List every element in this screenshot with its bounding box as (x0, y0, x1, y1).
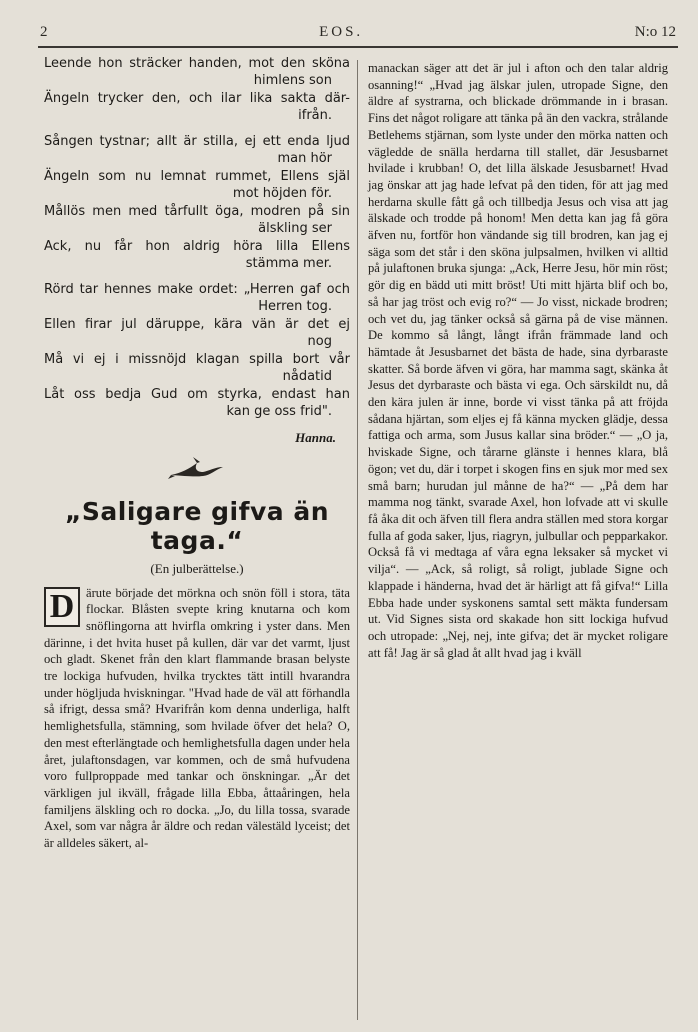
verse-line: Mållös men med tårfullt öga, modren på sin (44, 204, 350, 219)
poem-verse (44, 352, 350, 385)
column-divider (357, 60, 358, 1020)
verse-line: Ack, nu får hon aldrig höra lilla Ellens (44, 239, 350, 254)
verse-line-continuation: nådatid (282, 368, 332, 384)
verse-line: Ängeln trycker den, och ilar lika sakta där- (44, 91, 350, 106)
poem (44, 56, 350, 447)
verse-line: Sången tystnar; allt är stilla, ej ett enda ljud (44, 134, 350, 149)
story-text-right: manackan säger att det är jul i afton och den talar aldrig osanning!“ „Hvad jag älskar julen, utropade Signe, den äldre af systrarna, och blickade drömmande in i brasan. Fins det något roligare att tänka på än den vackra, strålande Betlehems stjärnan, som lyste under den mörka natten och vägledde de snälla herdarna till stallet, där Jesusbarnet hvilade i krubban! O, det lilla älskade Jesusbarnet! Hvad jag önskar att jag hade lefvat på den tiden, för att jag med herdarna skulle fått gå och tillbedja Jesus och visa att jag älskade och trodde på honom! Men detta kan jag få göra äfven nu, fortför hon vändande sig till brodren, kan jag ej säga som det står i den sköna julpsalmen, hvilken vi alltid på julaftonen bruka sjunga: „Ack, Herre Jesu, hör min röst; gör dig en bädd uti mitt bröst! Uti mitt hjärta blif och bo, så har jag tröst och evig ro?“ — Jo visst, nickade brodren; och vet du, jag tänker också så gärna på de vise männen. De kommo så långt, långt ifrån främmade land och hämtade åt Jesusbarnet det bästa de hade, sina dyrbaraste skatter. Så borde äfven vi göra, har mamma sagt, skänka åt Jesus det dyrbaraste och bästa vi ega. Och särskildt nu, då den kära julen är inne, borde vi visst tänka på att fröjda sådana hjärtan, som eljes ej få känna mycken glädje, dessa fattiga och arma, som Jusus kallar sina bröder.“ — „O ja, hviskade Signe, och tårarne glänste i hennes klara, blå ögon; vet du, där i torpet i skogen fins en sjuk mor med sex små barn; hurudan jul månne de ha?“ — „På dem har mamma nog tänkt, svarade Axel, hon lofvade att vi skulle få åka dit och äfven till flera andra ställen med stora korgar fulla af goda saker, ljus, riagryn, julbullar och pepparkakor. Också få vi medtaga af våra egna leksaker så mycket vi vilja“. — „Ack, så roligt, så roligt, jublade Signe och klappade i händerna, hvad det är härligt att få gifva!“ Lilla Ebba hade under syskonens samtal sett mäkta fundersam ut. Vid Signes sista ord skakade hon sitt lockiga hufvud och utropade: „Nej, nej, inte gifva; det är mycket roligare att få! Jag är så glad åt allt hvad jag i kväll (368, 61, 668, 660)
verse-line: Leende hon sträcker handen, mot den sköna (44, 56, 350, 71)
poem-verse (44, 282, 350, 315)
story-title: „Saligare gifva än taga.“ (64, 496, 330, 555)
poem-verse (44, 169, 350, 202)
verse-line: Låt oss bedja Gud om styrka, endast han (44, 387, 350, 402)
poem-verse (44, 56, 350, 89)
poem-stanza (44, 134, 350, 272)
drop-cap: D (44, 587, 80, 627)
poem-stanza (44, 56, 350, 124)
poem-verse (44, 134, 350, 167)
verse-line-continuation: himlens son (253, 72, 332, 88)
verse-line-continuation: Herren tog. (258, 298, 332, 314)
right-column (368, 60, 668, 661)
verse-line: Ängeln som nu lemnat rummet, Ellens själ (44, 169, 350, 184)
verse-line: Rörd tar hennes make ordet: „Herren gaf och (44, 282, 350, 297)
story-subtitle: (En julberättelse.) (150, 560, 244, 576)
verse-line-continuation: stämma mer. (245, 255, 332, 271)
verse-line: Må vi ej i missnöjd klagan spilla bort vår (44, 352, 350, 367)
left-column (44, 56, 350, 852)
verse-line-continuation: kan ge oss frid". (226, 403, 332, 419)
publication-title: EOS. (319, 23, 364, 40)
issue-number: N:o 12 (634, 23, 676, 40)
poem-stanza (44, 282, 350, 420)
verse-line-continuation: nog (307, 333, 332, 349)
poem-verse (44, 91, 350, 124)
verse-line-continuation: man hör (277, 150, 332, 166)
verse-line-continuation: älskling ser (258, 220, 332, 236)
poem-verse (44, 204, 350, 237)
poem-verse (44, 239, 350, 272)
story-text-left (44, 585, 350, 852)
page-number: 2 (40, 23, 48, 40)
poem-verse (44, 317, 350, 350)
swallow-ornament-icon (44, 455, 350, 481)
poem-verse (44, 387, 350, 420)
header-rule (38, 46, 678, 48)
poem-signature: Hanna. (295, 430, 336, 445)
verse-line-continuation: mot höjden för. (232, 185, 332, 201)
verse-line-continuation: ifrån. (298, 107, 332, 123)
page-header (40, 20, 676, 44)
story-paragraph-left: ärute började det mörkna och snön föll i stora, täta flockar. Blåsten svepte kring knutarna och kom snöflingorna att hvirfla omkring i yster dans. Men därinne, i det hvita huset på kullen, där var det varmt, ljust och gladt. Skenet från den klart flammande brasan belyste tre lockiga hufvuden, hvilka trycktes tätt intill hvarandra under högljuda hviskningar. "Hvad hade de väl att förhandla så ifrigt, dessa små? Hvarifrån kom denna underliga, halft hemlighetsfulla, stämning, som hvilade öfver det hela? O, den mest efterlängtade och hemlighetsfulla dagen under hela året, julaftonsdagen, var kommen, och de små hufvudena voro fullproppade med tankar och önskningar. „Är det värkligen jul ikväll, frågade lilla Ebba, åttaåringen, hela familjens älskling och ro docka. „Jo, du lilla tossa, svarade Axel, som var några år äldre och redan välestäld lyceist; det är alldeles säkert, al- (44, 585, 350, 851)
verse-line: Ellen firar jul däruppe, kära vän är det ej (44, 317, 350, 332)
